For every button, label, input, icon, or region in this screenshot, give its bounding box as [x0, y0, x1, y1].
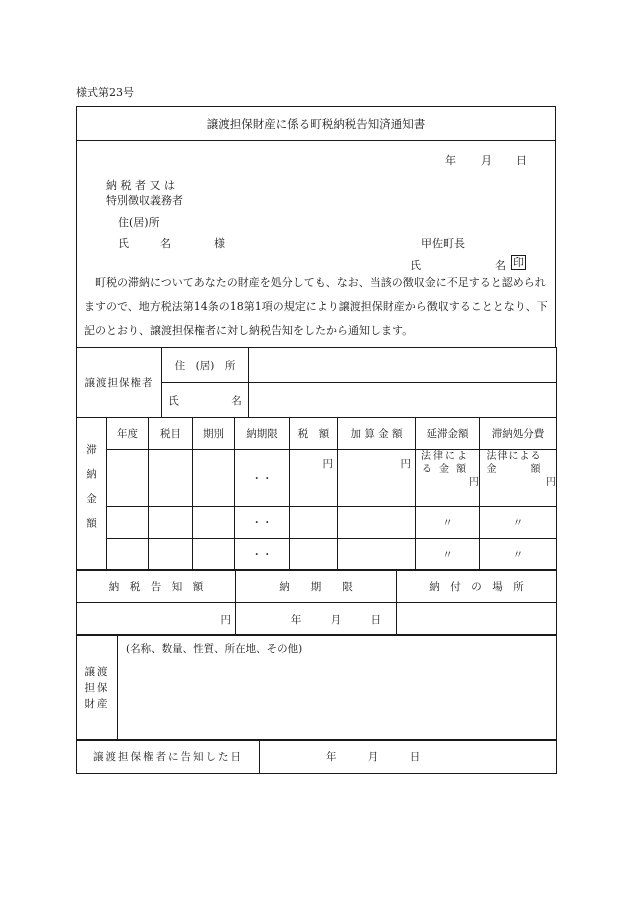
header-fiscal-year: 年度: [107, 418, 149, 450]
holder-name-label: 氏 名: [162, 383, 249, 418]
recipient-honorific: 様: [214, 237, 225, 250]
ditto-mark: 〃: [480, 539, 557, 571]
notified-date-value: 年 月 日: [260, 740, 557, 774]
date-day: 日: [516, 154, 527, 167]
cell: [290, 507, 338, 539]
recipient-address-label: 住(居)所: [118, 216, 160, 229]
collateral-table: [76, 634, 557, 741]
late-fee-legal-note: [416, 450, 480, 507]
holder-label: 譲渡担保権者: [77, 348, 162, 418]
due-date-separator: ・・: [235, 539, 290, 571]
issuer-title: 甲佐町長: [421, 237, 465, 250]
date-month: 月: [481, 154, 492, 167]
cell: [290, 539, 338, 571]
disposition-cost-yen: 円: [546, 477, 556, 488]
collateral-description: [118, 635, 557, 741]
notice-table: [76, 569, 557, 636]
taxpayer-label-line1: 納 税 者 又 は: [106, 179, 175, 192]
issuer-name-label1: 氏: [410, 259, 421, 272]
payment-place-value: [397, 603, 557, 636]
header-disposition-cost: 滞納処分費: [480, 418, 557, 450]
cell: [107, 450, 149, 507]
late-fee-yen: 円: [469, 477, 479, 488]
cell: [107, 507, 149, 539]
disposition-legal-text: 法律による 金 額: [486, 451, 542, 475]
date-year: 年: [445, 154, 456, 167]
notice-amount-header: 納 税 告 知 額: [77, 570, 236, 603]
cell: [338, 539, 416, 571]
arrears-table: [76, 417, 557, 571]
cell: [193, 539, 235, 571]
payment-place-header: 納 付 の 場 所: [397, 570, 557, 603]
cell: [193, 450, 235, 507]
arrears-side-label: 滞納金額: [77, 418, 107, 571]
holder-address-label: 住 (居) 所: [162, 348, 249, 383]
document-title: 譲渡担保財産に係る町税納税告知済通知書: [77, 107, 555, 141]
holder-address-value: [249, 348, 557, 383]
header-additional-amount: 加 算 金 額: [338, 418, 416, 450]
recipient-name-label: 氏 名: [118, 237, 174, 250]
cell: [193, 507, 235, 539]
cell: [149, 507, 193, 539]
header-tax-amount: 税 額: [290, 418, 338, 450]
cell: [149, 450, 193, 507]
notice-body-text: 町税の滞納についてあなたの財産を処分しても、なお、当該の徴収金に不足すると認められますので、地方税法第14条の18第1項の規定により譲渡担保財産から徴収することとなり、下記のとおり、譲渡担保権者に対し納税告知をしたから通知します。: [84, 276, 548, 337]
ditto-mark: 〃: [416, 539, 480, 571]
late-fee-legal-text: 法律によ る 金 額: [421, 451, 469, 475]
collateral-placeholder: (名称、数量、性質、所在地、その他): [126, 643, 303, 655]
due-date-separator: ・・: [235, 450, 290, 507]
deadline-value: 年 月 日: [236, 603, 397, 636]
disposition-cost-legal-note: [480, 450, 557, 507]
cell: [149, 539, 193, 571]
deadline-header: 納 期 限: [236, 570, 397, 603]
tax-amount-yen: 円: [290, 450, 338, 507]
issuer-name-label2: 名: [495, 259, 506, 272]
notified-date-table: [76, 739, 557, 774]
notified-date-label: 譲渡担保権者に告知した日: [77, 740, 260, 774]
taxpayer-label-line2: 特別徴収義務者: [106, 194, 183, 207]
seal-mark: 印: [513, 256, 524, 269]
ditto-mark: 〃: [480, 507, 557, 539]
ditto-mark: 〃: [416, 507, 480, 539]
holder-name-value: [249, 383, 557, 418]
header-late-fee: 延滞金額: [416, 418, 480, 450]
notice-amount-value: 円: [77, 603, 236, 636]
additional-amount-yen: 円: [338, 450, 416, 507]
holder-table: [76, 347, 557, 418]
header-due-date: 納期限: [235, 418, 290, 450]
due-date-separator: ・・: [235, 507, 290, 539]
header-tax-item: 税目: [149, 418, 193, 450]
form-number: 様式第23号: [76, 86, 134, 99]
collateral-side-label: 譲渡担保財産: [77, 635, 118, 741]
cell: [338, 507, 416, 539]
cell: [107, 539, 149, 571]
header-period: 期別: [193, 418, 235, 450]
